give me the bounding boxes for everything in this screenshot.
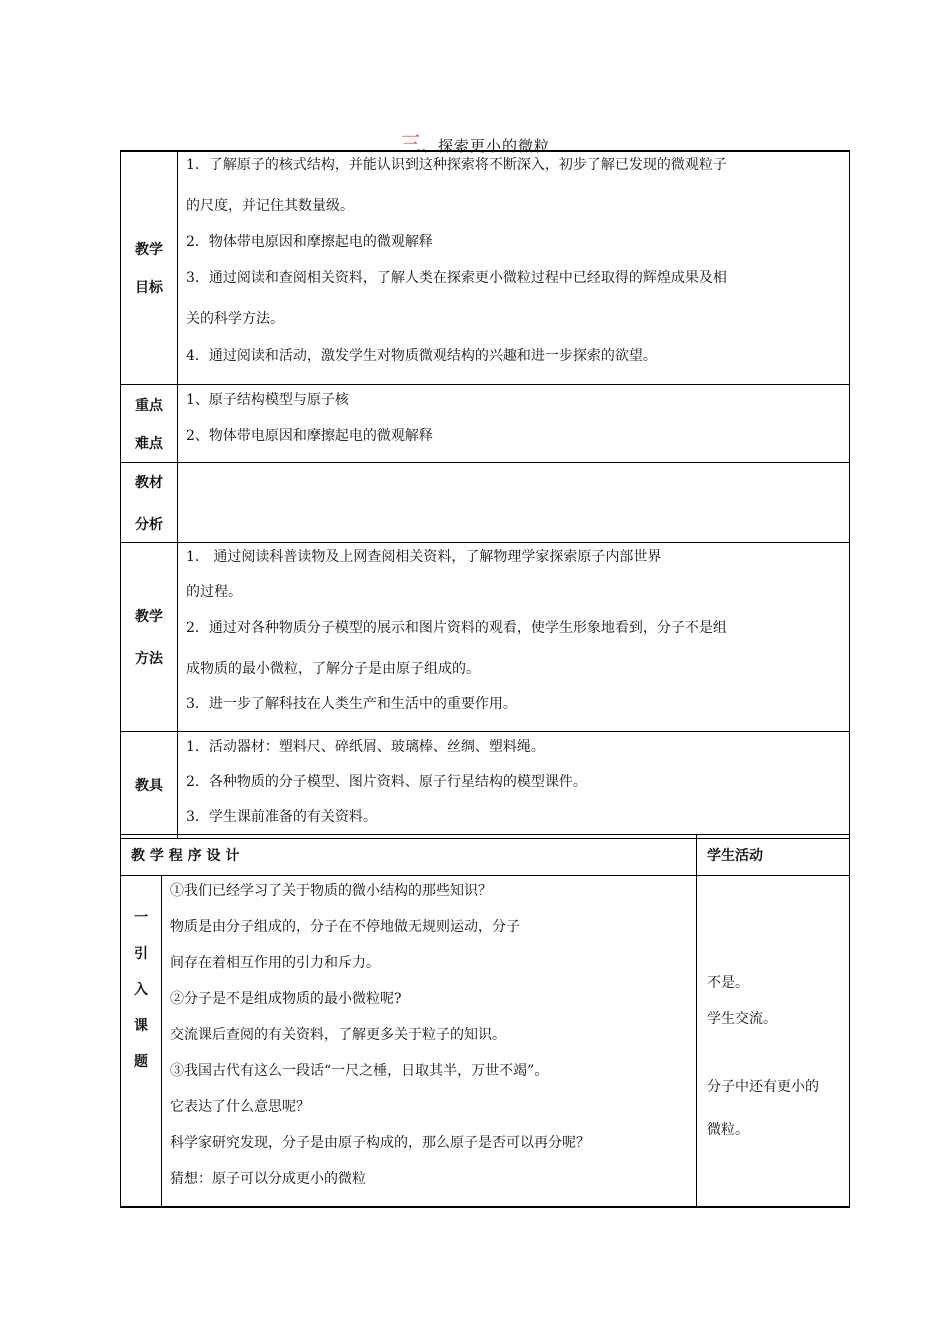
keypoints-label-line2: 难点 bbox=[135, 435, 163, 452]
methods-content bbox=[178, 543, 850, 732]
goals-line: 4．通过阅读和活动，激发学生对物质微观结构的兴趣和进一步探索的欲望。 bbox=[186, 348, 657, 364]
methods-line: 2．通过对各种物质分子模型的展示和图片资料的观看，使学生形象地看到，分子不是组 bbox=[186, 620, 727, 636]
goals-row bbox=[121, 151, 850, 385]
tools-content bbox=[178, 732, 850, 839]
step-char: 一 bbox=[134, 910, 148, 926]
tools-row bbox=[121, 732, 850, 839]
keypoints-content bbox=[178, 385, 850, 463]
procedure-line: 物质是由分子组成的，分子在不停地做无规则运动，分子 bbox=[170, 919, 520, 935]
procedure-content bbox=[162, 876, 697, 1208]
goals-line: 3．通过阅读和查阅相关资料，了解人类在探索更小微粒过程中已经取得的辉煌成果及相 bbox=[186, 270, 727, 286]
procedure-header-right: 学生活动 bbox=[697, 835, 850, 876]
methods-line: 1． 通过阅读科普读物及上网查阅相关资料，了解物理学家探索原子内部世界 bbox=[186, 549, 662, 565]
tools-line: 3．学生课前准备的有关资料。 bbox=[186, 809, 377, 825]
procedure-line: 猜想：原子可以分成更小的微粒 bbox=[170, 1171, 366, 1187]
procedure-line: ③我国古代有这么一段话“一尺之棰，日取其半，万世不竭”。 bbox=[170, 1063, 549, 1079]
methods-label-line1: 教学 bbox=[135, 609, 163, 625]
step-char: 课 bbox=[134, 1018, 148, 1034]
goals-label-line1: 教学 bbox=[135, 242, 163, 258]
methods-label bbox=[121, 543, 178, 732]
methods-line: 3．进一步了解科技在人类生产和生活中的重要作用。 bbox=[186, 696, 517, 712]
procedure-line: 它表达了什么意思呢？ bbox=[170, 1099, 310, 1115]
activity-line: 微粒。 bbox=[707, 1122, 749, 1138]
procedure-header-left: 教 学 程 序 设 计 bbox=[121, 835, 697, 876]
methods-label-line2: 方法 bbox=[135, 651, 163, 667]
step-char: 题 bbox=[134, 1054, 148, 1070]
step-char: 引 bbox=[134, 946, 148, 962]
methods-row bbox=[121, 543, 850, 732]
material-label bbox=[121, 463, 178, 543]
step-label bbox=[121, 876, 162, 1208]
keypoints-row bbox=[121, 385, 850, 463]
material-content bbox=[178, 463, 850, 543]
goals-label-line2: 目标 bbox=[135, 280, 163, 296]
keypoints-line: 2、物体带电原因和摩擦起电的微观解释 bbox=[186, 428, 433, 444]
tools-label-text: 教具 bbox=[135, 778, 163, 794]
title-number: 三 bbox=[399, 132, 422, 156]
goals-line: 的尺度，并记住其数量级。 bbox=[186, 198, 354, 214]
procedure-body-row bbox=[121, 876, 850, 1208]
procedure-header-row bbox=[121, 835, 850, 876]
tools-line: 1．活动器材：塑料尺、碎纸屑、玻璃棒、丝绸、塑料绳。 bbox=[186, 739, 545, 755]
material-row bbox=[121, 463, 850, 543]
methods-line: 的过程。 bbox=[186, 584, 242, 600]
procedure-line: 科学家研究发现，分子是由原子构成的，那么原子是否可以再分呢？ bbox=[170, 1135, 590, 1151]
procedure-line: 间存在着相互作用的引力和斥力。 bbox=[170, 955, 380, 971]
methods-line: 成物质的最小微粒，了解分子是由原子组成的。 bbox=[186, 661, 480, 677]
material-label-line1: 教材 bbox=[135, 474, 163, 491]
title-text: 、探索更小的微粒 bbox=[421, 137, 550, 155]
activity-line: 分子中还有更小的 bbox=[707, 1079, 819, 1095]
material-label-line2: 分析 bbox=[135, 516, 163, 533]
procedure-line: 交流课后查阅的有关资料，了解更多关于粒子的知识。 bbox=[170, 1027, 506, 1043]
keypoints-label bbox=[121, 385, 178, 463]
goals-line: 1．了解原子的核式结构，并能认识到这种探索将不断深入，初步了解已发现的微观粒子 bbox=[186, 157, 727, 173]
keypoints-label-line1: 重点 bbox=[135, 397, 163, 414]
step-char: 入 bbox=[134, 982, 148, 998]
goals-label bbox=[121, 151, 178, 385]
procedure-table bbox=[120, 834, 850, 1208]
goals-line: 关的科学方法。 bbox=[186, 311, 284, 327]
keypoints-line: 1、原子结构模型与原子核 bbox=[186, 392, 349, 408]
procedure-line: ①我们已经学习了关于物质的微小结构的那些知识？ bbox=[170, 883, 492, 899]
student-activity-content bbox=[697, 876, 850, 1208]
goals-content bbox=[178, 151, 850, 385]
tools-label bbox=[121, 732, 178, 839]
activity-line: 不是。 bbox=[707, 975, 749, 991]
procedure-line: ②分子是不是组成物质的最小微粒呢? bbox=[170, 991, 402, 1007]
tools-line: 2．各种物质的分子模型、图片资料、原子行星结构的模型课件。 bbox=[186, 774, 587, 790]
goals-line: 2．物体带电原因和摩擦起电的微观解释 bbox=[186, 234, 433, 250]
activity-line: 学生交流。 bbox=[707, 1011, 777, 1027]
lesson-plan-table bbox=[120, 150, 850, 839]
